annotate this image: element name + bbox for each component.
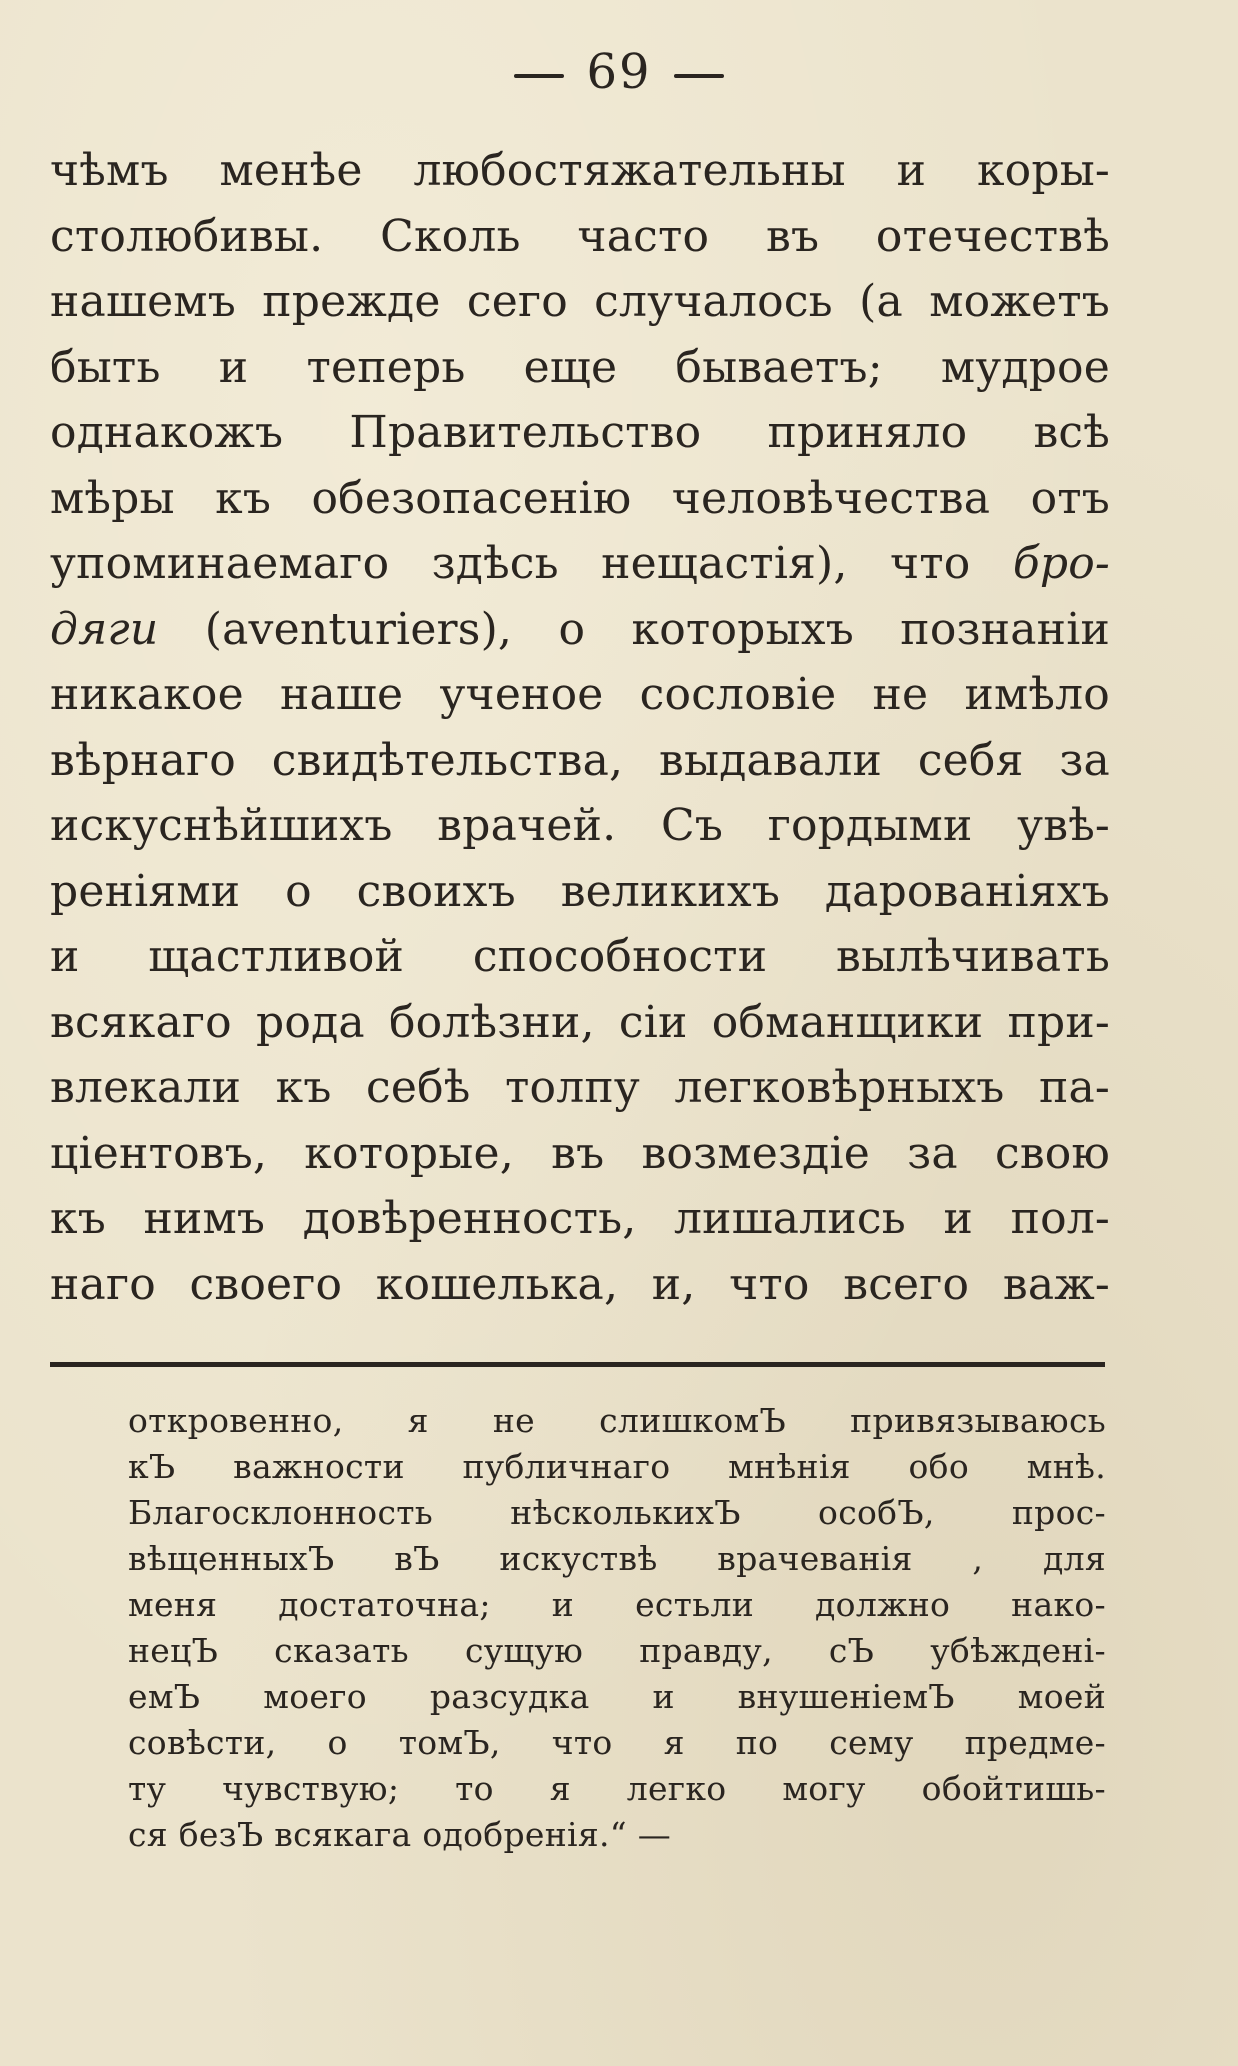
- page-number: 69: [586, 44, 652, 100]
- footnote-line: Благосклонность нѣсколькихЪ особЪ, прос-: [128, 1493, 1106, 1532]
- left-dash-ornament: [514, 74, 564, 78]
- main-line: быть и теперь еще бываетъ; мудрое: [50, 341, 1110, 393]
- main-line-segment: (aventuriers), о которыхъ познаніи: [158, 603, 1110, 655]
- main-line: къ нимъ довѣренность, лишались и пол-: [50, 1193, 1110, 1244]
- main-line: однакожъ Правительство приняло всѣ: [50, 407, 1110, 458]
- main-line-with-italic: [50, 597, 1110, 663]
- footnote-text: [128, 1398, 1106, 1858]
- main-line: ціентовъ, которые, въ возмездіе за свою: [50, 1127, 1110, 1179]
- main-line: и щастливой способности вылѣчивать: [50, 931, 1110, 982]
- main-line: нашемъ прежде сего случалось (а можетъ: [50, 276, 1110, 327]
- footnote-line: откровенно, я не слишкомЪ привязываюсь: [128, 1401, 1106, 1440]
- main-line: искуснѣйшихъ врачей. Съ гордыми увѣ-: [50, 800, 1110, 851]
- main-line: чѣмъ менѣе любостяжательны и коры-: [50, 145, 1110, 196]
- page-number-header: [0, 42, 1238, 102]
- main-line: реніями о своихъ великихъ дарованіяхъ: [50, 865, 1110, 917]
- main-line: столюбивы. Сколь часто въ отечествѣ: [50, 210, 1110, 262]
- footnote-line: ту чувствую; то я легко могу обойтишь-: [128, 1769, 1106, 1808]
- footnote-line: ся безЪ всякага одобренія.“ —: [128, 1815, 672, 1854]
- footnote-line: меня достаточна; и естьли должно нако-: [128, 1585, 1106, 1624]
- footnote-separator-rule: [50, 1362, 1105, 1367]
- main-line-with-italic: [50, 531, 1110, 597]
- main-line: всякаго рода болѣзни, сіи обманщики при-: [50, 996, 1110, 1048]
- main-line: мѣры къ обезопасенію человѣчества отъ: [50, 472, 1110, 524]
- footnote-line: совѣсти, о томЪ, что я по сему предме-: [128, 1723, 1106, 1762]
- main-body-text: [50, 138, 1110, 1317]
- main-line-segment: упоминаемаго здѣсь нещастія), что: [50, 538, 1013, 589]
- footnote-line: вѣщенныхЪ вЪ искуствѣ врачеванія , для: [128, 1539, 1106, 1578]
- right-dash-ornament: [674, 74, 724, 78]
- main-line: наго своего кошелька, и, что всего важ-: [50, 1258, 1110, 1310]
- footnote-line: емЪ моего разсудка и внушеніемЪ моей: [128, 1677, 1106, 1716]
- italic-word: бро-: [1012, 538, 1110, 589]
- main-line: вѣрнаго свидѣтельства, выдавали себя за: [50, 734, 1110, 786]
- footnote-line: кЪ важности публичнаго мнѣнія обо мнѣ.: [128, 1447, 1106, 1486]
- footnote-line: нецЪ сказать сущую правду, сЪ убѣждені-: [128, 1631, 1106, 1670]
- main-line: никакое наше ученое сословіе не имѣло: [50, 669, 1110, 720]
- main-line: влекали къ себѣ толпу легковѣрныхъ па-: [50, 1062, 1110, 1113]
- italic-word: дяги: [50, 603, 159, 655]
